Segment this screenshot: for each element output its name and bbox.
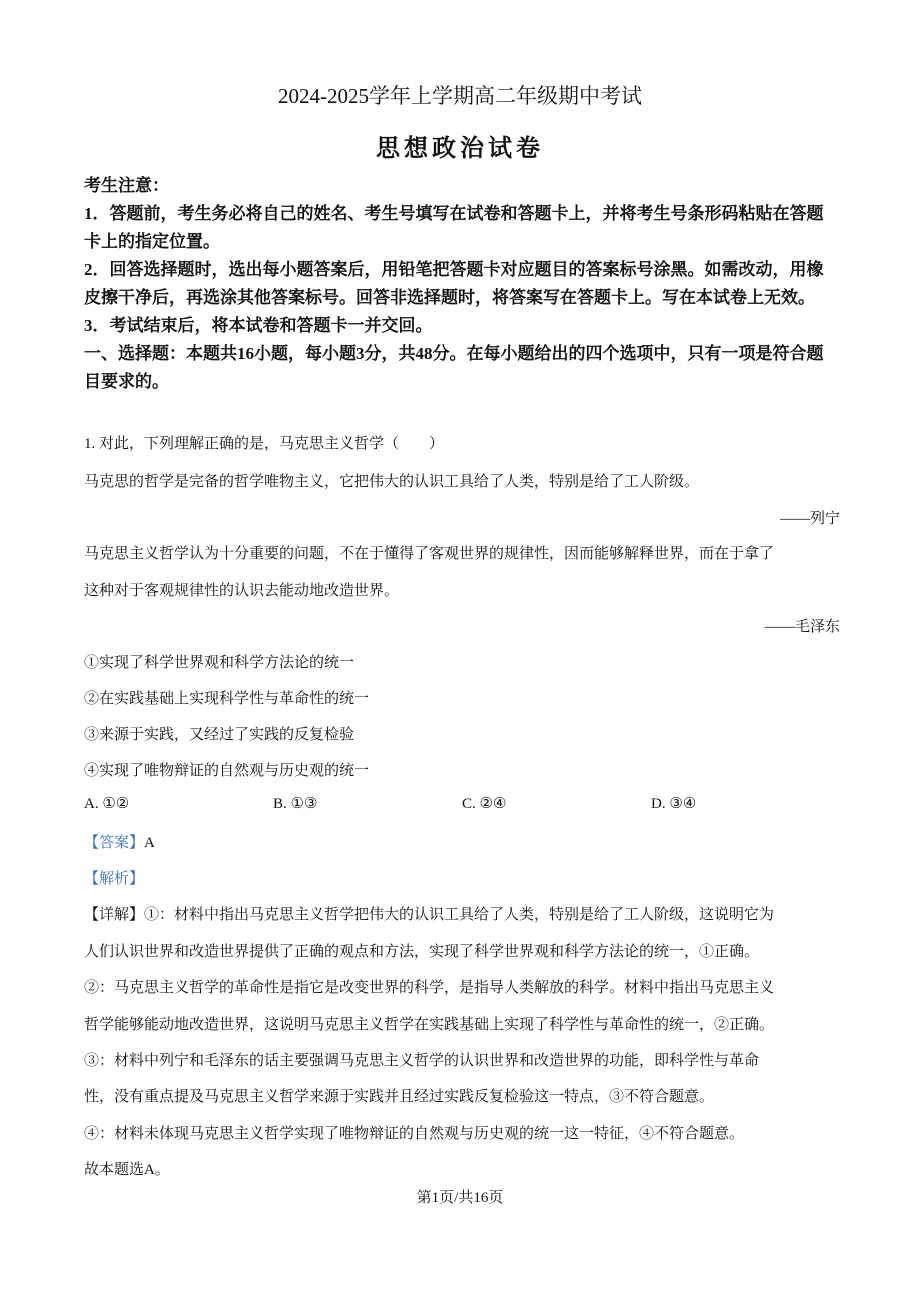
answer-row bbox=[84, 831, 840, 852]
option-c: C. ②④ bbox=[462, 796, 507, 812]
notice-item-2: 2．回答选择题时，选出每小题答案后，用铅笔把答题卡对应题目的答案标号涂黑。如需改动，用橡皮擦干净后，再选涂其他答案标号。回答非选择题时，将答案写在答题卡上。写在本试卷上无效。 bbox=[84, 260, 824, 307]
detail-line-2: 人们认识世界和改造世界提供了正确的观点和方法，实现了科学世界观和科学方法论的统一，①正确。 bbox=[84, 944, 760, 960]
exam-notice bbox=[84, 172, 840, 396]
detail-label: 【详解】 bbox=[84, 907, 145, 923]
page-number: 第1页/共16页 bbox=[416, 1190, 504, 1206]
option-b: B. ①③ bbox=[273, 796, 318, 812]
quote-mao-line2: 这种对于客观规律性的认识去能动地改造世界。 bbox=[84, 583, 400, 599]
exam-title: 2024-2025学年上学期高二年级期中考试 bbox=[278, 84, 642, 108]
detail-conclusion: 故本题选A。 bbox=[84, 1162, 170, 1178]
notice-item-1: 1．答题前，考生务必将自己的姓名、考生号填写在试卷和答题卡上，并将考生号条形码粘贴在答题卡上的指定位置。 bbox=[84, 204, 824, 251]
section-heading: 一、选择题：本题共16小题，每小题3分，共48分。在每小题给出的四个选项中，只有一项是符合题目要求的。 bbox=[84, 344, 824, 391]
detail-line-7: ④：材料未体现马克思主义哲学实现了唯物辩证的自然观与历史观的统一这一特征，④不符合题意。 bbox=[84, 1126, 745, 1142]
notice-heading: 考生注意： bbox=[84, 176, 169, 195]
quote-lenin-author: ——列宁 bbox=[779, 511, 840, 527]
option-a: A. ①② bbox=[84, 796, 130, 812]
quote-lenin: 马克思的哲学是完备的哲学唯物主义，它把伟大的认识工具给了人类，特别是给了工人阶级。 bbox=[84, 474, 700, 490]
statement-1: ①实现了科学世界观和科学方法论的统一 bbox=[84, 655, 355, 671]
option-d: D. ③④ bbox=[651, 796, 697, 812]
detail-line-5: ③：材料中列宁和毛泽东的话主要强调马克思主义哲学的认识世界和改造世界的功能，即科学性与革命 bbox=[84, 1053, 760, 1069]
quote-mao-line1: 马克思主义哲学认为十分重要的问题，不在于懂得了客观世界的规律性，因而能够解释世界，而在于拿了 bbox=[84, 546, 775, 562]
detail-line-6: 性，没有重点提及马克思主义哲学来源于实践并且经过实践反复检验这一特点，③不符合题意。 bbox=[84, 1089, 715, 1105]
exam-subject: 思想政治试卷 bbox=[376, 136, 544, 162]
answer-value: A bbox=[144, 835, 155, 851]
answer-label: 【答案】 bbox=[84, 835, 145, 851]
question-stem: 1. 对此，下列理解正确的是，马克思主义哲学（ ） bbox=[84, 436, 445, 452]
statement-3: ③来源于实践，又经过了实践的反复检验 bbox=[84, 727, 355, 743]
answer-options bbox=[84, 794, 840, 813]
analysis-label: 【解析】 bbox=[84, 871, 145, 887]
detail-line-4: 哲学能够能动地改造世界，这说明马克思主义哲学在实践基础上实现了科学性与革命性的统一，②正确。 bbox=[84, 1017, 775, 1033]
detail-line-1 bbox=[84, 903, 840, 924]
statement-2: ②在实践基础上实现科学性与革命性的统一 bbox=[84, 691, 370, 707]
detail-text: ①：材料中指出马克思主义哲学把伟大的认识工具给了人类，特别是给了工人阶级，这说明它为 bbox=[144, 907, 775, 923]
analysis-row bbox=[84, 867, 840, 888]
detail-line-3: ②：马克思主义哲学的革命性是指它是改变世界的科学，是指导人类解放的科学。材料中指出马克思主义 bbox=[84, 980, 775, 996]
quote-mao-author: ——毛泽东 bbox=[764, 619, 840, 635]
notice-item-3: 3．考试结束后，将本试卷和答题卡一并交回。 bbox=[84, 316, 433, 335]
statement-4: ④实现了唯物辩证的自然观与历史观的统一 bbox=[84, 763, 370, 779]
